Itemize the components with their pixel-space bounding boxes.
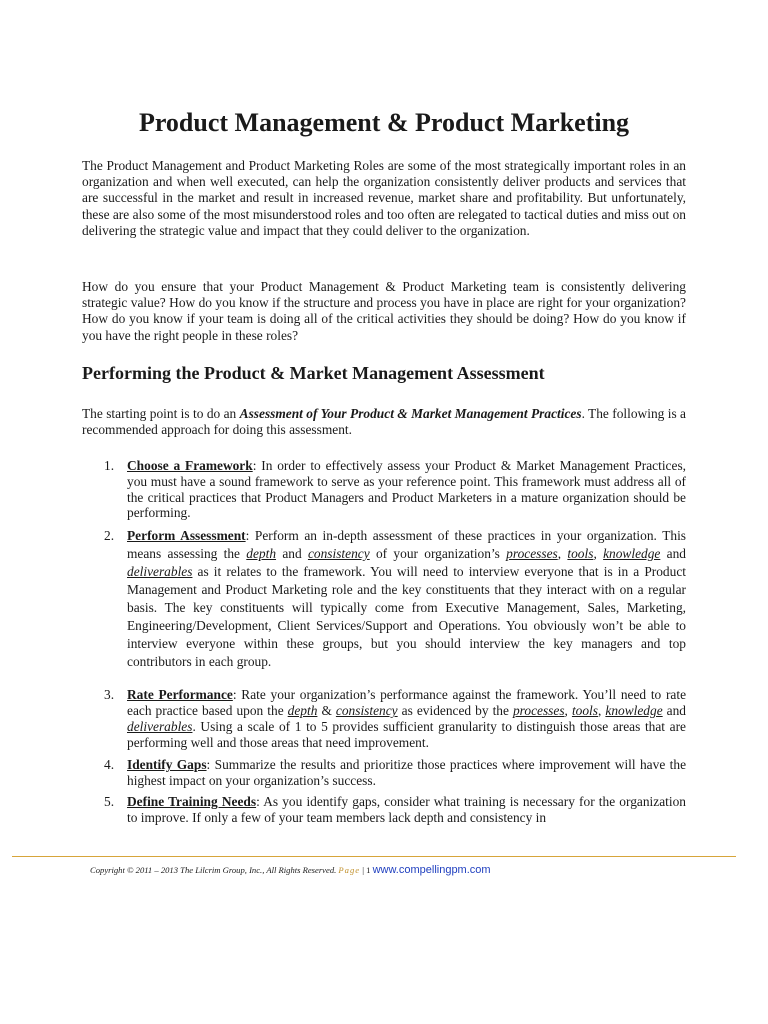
step-text: and bbox=[662, 703, 687, 719]
comma: , bbox=[557, 546, 568, 562]
term-tools: tools bbox=[571, 703, 598, 719]
step-text: . Using a scale of 1 to 5 provides sufficient granularity to distinguish those areas that are performing well and those areas that need improvement. bbox=[127, 719, 686, 751]
term-knowledge: knowledge bbox=[605, 703, 663, 719]
comma: , bbox=[597, 703, 606, 719]
term-consistency: consistency bbox=[335, 703, 398, 719]
step-title: Define Training Needs bbox=[127, 794, 257, 810]
step-text: : Perform an in-depth assessment of these practices in your organization. This means assessing the bbox=[127, 528, 686, 562]
step-title: Identify Gaps bbox=[127, 757, 207, 773]
step-title: Choose a Framework bbox=[127, 458, 253, 473]
list-number: 5. bbox=[104, 794, 115, 810]
list-item bbox=[82, 687, 686, 751]
term-tools: tools bbox=[567, 546, 594, 562]
list-number: 3. bbox=[104, 687, 115, 703]
step-text: and bbox=[276, 546, 308, 562]
list-item bbox=[82, 794, 686, 826]
list-number: 2. bbox=[104, 528, 115, 544]
term-knowledge: knowledge bbox=[603, 546, 661, 562]
step-text: of your organization’s bbox=[369, 546, 507, 562]
step-text: as it relates to the framework. You will need to interview everyone that is in a Product Management and Product Marketing role and the key constituents that they interact with on a regular basis. The key constituents will typically come from Executive Management, Sales, Marketing, Engineering/Development, Client Services/Support and Operations. You obviously won’t be able to interview everyone within these groups, but you should interview the key managers and top contributors in each group. bbox=[127, 564, 686, 669]
copyright-text: Copyright © 2011 – 2013 The Lilcrim Group, Inc., All Rights Reserved. bbox=[90, 865, 337, 875]
step-text: as evidenced by the bbox=[397, 703, 513, 719]
starting-text-end: . The following is a recommended approach for doing this assessment. bbox=[82, 406, 687, 438]
step-text: : Summarize the results and prioritize those practices where improvement will have the highest impact on your organization’s success. bbox=[127, 757, 687, 788]
step-title: Perform Assessment bbox=[127, 528, 246, 544]
questions-paragraph: How do you ensure that your Product Management & Product Marketing team is consistently delivering strategic value? How do you know if the structure and process you have in place are right for your organization? How do you know if your team is doing all of the critical activities they should be doing? How do you know if you have the right people in these roles? bbox=[82, 279, 686, 343]
list-item bbox=[82, 757, 686, 788]
steps-list bbox=[82, 458, 686, 826]
term-deliverables: deliverables bbox=[127, 564, 193, 579]
footer-divider bbox=[12, 856, 736, 857]
assessment-emphasis: Assessment of Your Product & Market Management Practices bbox=[239, 406, 582, 421]
step-text: : Rate your organization’s performance against the framework. You’ll need to rate each practice based upon the bbox=[127, 687, 687, 719]
website-link[interactable]: www.compellingpm.com bbox=[372, 864, 491, 876]
list-item bbox=[82, 458, 686, 521]
comma: , bbox=[564, 703, 572, 719]
starting-paragraph bbox=[82, 406, 686, 438]
step-text: & bbox=[317, 703, 336, 719]
page-number: | 1 bbox=[362, 865, 371, 875]
comma: , bbox=[593, 546, 604, 562]
list-item bbox=[82, 527, 686, 670]
starting-text: The starting point is to do an bbox=[82, 406, 240, 421]
intro-paragraph: The Product Management and Product Marketing Roles are some of the most strategically important roles in an organization and when well executed, can help the organization consistently deliver products and services that are successful in the market and result in increased revenue, market share and profitability. But unfortunately, these are also some of the most misunderstood roles and too often are relegated to tactical duties and miss out on delivering the strategic value and impact that they could deliver to the organization. bbox=[82, 158, 686, 238]
term-depth: depth bbox=[287, 703, 318, 719]
step-text: and bbox=[660, 546, 686, 562]
term-depth: depth bbox=[246, 546, 277, 562]
step-text: : As you identify gaps, consider what training is necessary for the organization to improve. If only a few of your team members lack depth and consistency in bbox=[127, 794, 686, 826]
step-text: : In order to effectively assess your Product & Market Management Practices, you must have a sound framework to serve as your reference point. This framework must address all of the critical practices that Product Managers and Product Marketers in a mature organization should be performing. bbox=[127, 458, 686, 521]
term-processes: processes bbox=[512, 703, 565, 719]
term-processes: processes bbox=[506, 546, 558, 562]
section-heading: Performing the Product & Market Management Assessment bbox=[82, 363, 545, 383]
list-number: 4. bbox=[104, 757, 115, 773]
page-footer bbox=[90, 863, 491, 877]
term-deliverables: deliverables bbox=[127, 719, 193, 735]
term-consistency: consistency bbox=[307, 546, 370, 562]
list-number: 1. bbox=[104, 458, 115, 473]
page-title: Product Management & Product Marketing bbox=[138, 108, 630, 137]
step-title: Rate Performance bbox=[127, 687, 233, 703]
page-label: Page bbox=[338, 865, 361, 875]
